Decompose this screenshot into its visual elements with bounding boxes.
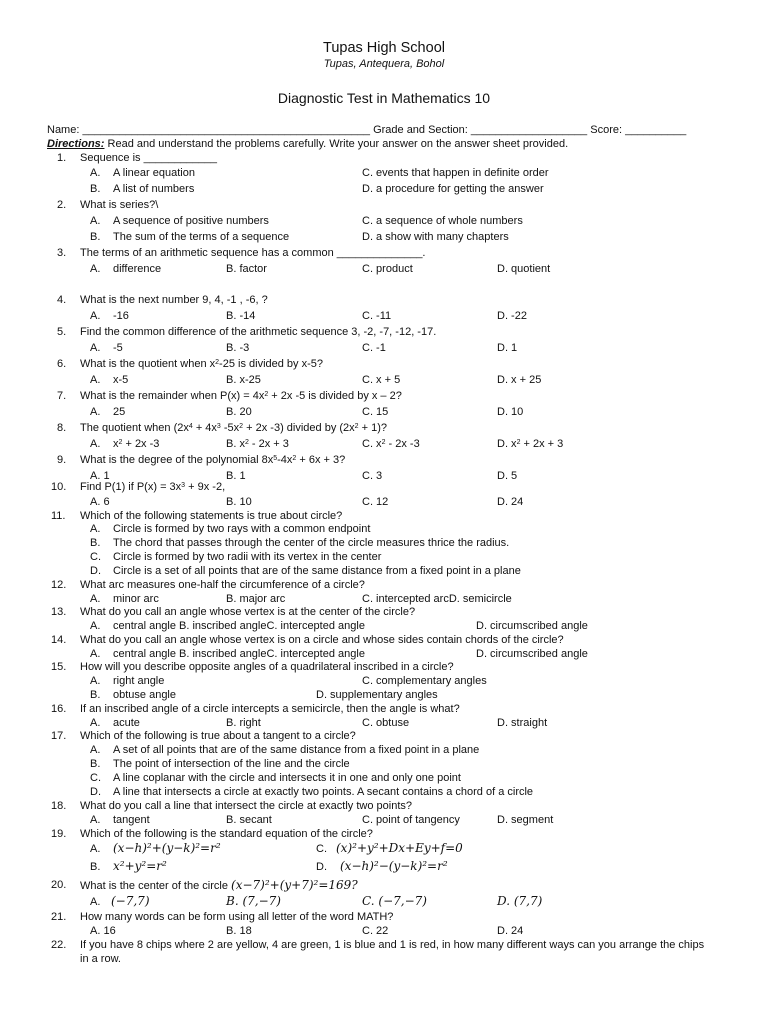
q17-d-letter: D. (90, 786, 101, 798)
q21-option-a: A. 16 (90, 925, 116, 937)
q19-a-letter: A. (90, 843, 101, 855)
q10-stem: Find P(1) if $P(x) = 3x^3 + 9x$ -2, (80, 481, 226, 493)
q7-stem: What is the remainder when $P(x) = 4x^2 + 2x$ -5 is divided by x – 2? (80, 390, 402, 402)
q8-number: 8. (57, 422, 67, 434)
q8-stem: The quotient when ($2x^4 + 4x^3$ $-5x^2 + 2x$ -3) divided by $(2x^2 + 1)$? (80, 422, 388, 434)
q6-stem: What is the quotient when $x^2-25$ is divided by x-5? (80, 358, 323, 370)
score-blank: __________ (625, 124, 687, 136)
q11-stem: Which of the following statements is true about circle? (80, 510, 343, 522)
q18-a-letter: A. (90, 814, 101, 826)
q4-a-letter: A. (90, 310, 101, 322)
q19-option-c: (x)²+y²+Dx+Ey+f=0 (336, 841, 463, 855)
q6-option-c: C. x + 5 (362, 374, 401, 386)
q8-a-letter: A. (90, 438, 101, 450)
q22-number: 22. (51, 939, 67, 951)
q20-a-letter: A. (90, 896, 101, 908)
q10-option-a: A. 6 (90, 496, 110, 508)
q15-stem: How will you describe opposite angles of a quadrilateral inscribed in a circle? (80, 661, 454, 673)
q19-d-letter: D. (316, 861, 327, 873)
q19-stem: Which of the following is the standard equation of the circle? (80, 828, 373, 840)
school-address: Tupas, Antequera, Bohol (323, 58, 445, 70)
q5-stem: Find the common difference of the arithmetic sequence 3, -2, -7, -12, -17. (80, 326, 437, 338)
q1-number: 1. (57, 152, 67, 164)
q3-number: 3. (57, 247, 67, 259)
q17-a-letter: A. (90, 744, 101, 756)
q4-option-b: B. -14 (226, 310, 256, 322)
q12-option-b: B. major arc (226, 593, 286, 605)
q9-option-c: C. 3 (362, 470, 383, 482)
q1-option-d: D. a procedure for getting the answer (362, 183, 544, 195)
q12-a-letter: A. (90, 593, 101, 605)
q11-option-c: Circle is formed by two radii with its vertex in the center (113, 551, 382, 563)
q4-stem: What is the next number 9, 4, -1 , -6, ? (80, 294, 268, 306)
q9-option-b: B. 1 (226, 470, 246, 482)
q21-option-d: D. 24 (497, 925, 524, 937)
q20-option-c: C. (−7,−7) (362, 894, 427, 908)
q9-number: 9. (57, 454, 67, 466)
q11-d-letter: D. (90, 565, 101, 577)
school-name: Tupas High School (323, 40, 445, 56)
directions-text: Read and understand the problems carefully. Write your answer on the answer sheet provided. (104, 138, 569, 150)
q13-option-d: D. circumscribed angle (476, 620, 588, 632)
q7-option-a: 25 (113, 406, 126, 418)
q3-option-c: C. product (362, 263, 413, 275)
q7-option-b: B. 20 (226, 406, 252, 418)
q16-stem: If an inscribed angle of a circle intercepts a semicircle, then the angle is what? (80, 703, 460, 715)
q15-option-b: obtuse angle (113, 689, 176, 701)
q17-c-letter: C. (90, 772, 101, 784)
q1-option-b: A list of numbers (113, 183, 195, 195)
q18-option-a: tangent (113, 814, 150, 826)
q4-number: 4. (57, 294, 67, 306)
q11-b-letter: B. (90, 537, 101, 549)
q8-option-a: $x^2 + 2x$ -3 (113, 438, 160, 450)
q16-a-letter: A. (90, 717, 101, 729)
q20-option-d: D. (7,7) (497, 894, 543, 908)
q6-number: 6. (57, 358, 67, 370)
q17-option-d: A line that intersects a circle at exactly two points. A secant contains a chord of a circle (113, 786, 534, 798)
directions-label: Directions: (47, 138, 105, 150)
q19-option-b: x²+y²=r² (113, 859, 167, 873)
q18-option-b: B. secant (226, 814, 272, 826)
q4-option-d: D. -22 (497, 310, 527, 322)
name-blank: _______________________________________________ (82, 124, 370, 136)
q14-options-abc: central angle B. inscribed angleC. intercepted angle (113, 648, 365, 660)
q13-number: 13. (51, 606, 67, 618)
name-label: Name: (47, 124, 80, 136)
q15-option-a: right angle (113, 675, 165, 687)
q3-option-a: difference (113, 263, 162, 275)
q16-option-c: C. obtuse (362, 717, 410, 729)
q6-option-a: x-5 (113, 374, 129, 386)
q15-option-d: D. supplementary angles (316, 689, 438, 701)
q14-a-letter: A. (90, 648, 101, 660)
q22-stem: If you have 8 chips where 2 are yellow, 4 are green, 1 is blue and 1 is red, in how many different ways can you arrange the chips (80, 939, 705, 951)
grade-label: Grade and Section: (373, 124, 468, 136)
q10-option-d: D. 24 (497, 496, 524, 508)
score-label: Score: (590, 124, 623, 136)
q19-option-a: (x−h)²+(y−k)²=r² (113, 841, 221, 855)
q11-option-d: Circle is a set of all points that are of the same distance from a fixed point in a plane (113, 565, 521, 577)
q11-a-letter: A. (90, 523, 101, 535)
q5-option-c: C. -1 (362, 342, 386, 354)
q19-option-d: (x−h)²−(y−k)²=r² (340, 859, 448, 873)
q2-option-a: A sequence of positive numbers (113, 215, 269, 227)
q9-stem: What is the degree of the polynomial $8x^5-4x^2 + 6x + 3$? (80, 454, 346, 466)
q19-number: 19. (51, 828, 67, 840)
q13-a-letter: A. (90, 620, 101, 632)
q15-option-c: C. complementary angles (362, 675, 487, 687)
grade-blank: ___________________ (470, 124, 588, 136)
q11-option-a: Circle is formed by two rays with a common endpoint (113, 523, 371, 535)
q10-option-b: B. 10 (226, 496, 252, 508)
q13-stem: What do you call an angle whose vertex is at the center of the circle? (80, 606, 416, 618)
q21-option-b: B. 18 (226, 925, 252, 937)
q21-number: 21. (51, 911, 67, 923)
q5-a-letter: A. (90, 342, 101, 354)
q7-a-letter: A. (90, 406, 101, 418)
q12-option-a: minor arc (113, 593, 159, 605)
q14-number: 14. (51, 634, 67, 646)
q9-option-d: D. 5 (497, 470, 518, 482)
q20-option-b: B. (7,−7) (226, 894, 281, 908)
q10-number: 10. (51, 481, 67, 493)
q18-option-d: D. segment (497, 814, 554, 826)
q7-option-c: C. 15 (362, 406, 389, 418)
q15-number: 15. (51, 661, 67, 673)
q17-number: 17. (51, 730, 67, 742)
q22-stem-cont: in a row. (80, 953, 121, 965)
q21-stem: How many words can be form using all letter of the word MATH? (80, 911, 394, 923)
q5-option-d: D. 1 (497, 342, 518, 354)
q6-option-b: B. x-25 (226, 374, 261, 386)
q6-a-letter: A. (90, 374, 101, 386)
q1-a-letter: A. (90, 167, 101, 179)
test-title: Diagnostic Test in Mathematics 10 (277, 90, 491, 106)
q16-option-b: B. right (226, 717, 261, 729)
q12-stem: What arc measures one-half the circumference of a circle? (80, 579, 365, 591)
q1-b-letter: B. (90, 183, 101, 195)
q5-option-b: B. -3 (226, 342, 250, 354)
q1-stem: Sequence is ____________ (80, 152, 218, 164)
q20-number: 20. (51, 879, 67, 891)
q12-number: 12. (51, 579, 67, 591)
q5-option-a: -5 (113, 342, 123, 354)
q14-stem: What do you call an angle whose vertex is on a circle and whose sides contain chords of the circle? (80, 634, 564, 646)
q7-option-d: D. 10 (497, 406, 524, 418)
q4-option-c: C. -11 (362, 310, 392, 322)
q18-number: 18. (51, 800, 67, 812)
q17-option-b: The point of intersection of the line and the circle (113, 758, 350, 770)
q3-stem: The terms of an arithmetic sequence has a common ______________. (80, 247, 426, 259)
q2-number: 2. (57, 199, 67, 211)
q1-option-c: C. events that happen in definite order (362, 167, 549, 179)
q3-option-d: D. quotient (497, 263, 551, 275)
q12-option-cd: C. intercepted arcD. semicircle (362, 593, 512, 605)
q20-stem: What is the center of the circle (x−7)²+(y+7)²=169? (80, 878, 358, 892)
q14-option-d: D. circumscribed angle (476, 648, 588, 660)
q17-option-c: A line coplanar with the circle and intersects it in one and only one point (113, 772, 461, 784)
q4-option-a: -16 (113, 310, 129, 322)
q16-option-d: D. straight (497, 717, 548, 729)
q20-option-a: (−7,7) (111, 894, 150, 908)
q8-option-d: D. $x^2 + 2x + 3$ (497, 438, 564, 450)
q18-option-c: C. point of tangency (362, 814, 460, 826)
q19-b-letter: B. (90, 861, 101, 873)
student-info-line (47, 124, 686, 137)
q1-option-a: A linear equation (113, 167, 195, 179)
q21-option-c: C. 22 (362, 925, 389, 937)
q16-option-a: acute (113, 717, 140, 729)
q2-option-b: The sum of the terms of a sequence (113, 231, 290, 243)
q2-option-d: D. a show with many chapters (362, 231, 509, 243)
q2-option-c: C. a sequence of whole numbers (362, 215, 523, 227)
q3-a-letter: A. (90, 263, 101, 275)
q18-stem: What do you call a line that intersect the circle at exactly two points? (80, 800, 412, 812)
q17-stem: Which of the following is true about a tangent to a circle? (80, 730, 356, 742)
q13-options-abc: central angle B. inscribed angleC. intercepted angle (113, 620, 365, 632)
q8-option-b: B. $x^2 - 2x + 3$ (226, 438, 289, 450)
q2-stem: What is series?\ (80, 199, 159, 211)
q17-option-a: A set of all points that are of the same distance from a fixed point in a plane (113, 744, 480, 756)
q9-option-a: A. 1 (90, 470, 110, 482)
q2-b-letter: B. (90, 231, 101, 243)
q11-c-letter: C. (90, 551, 101, 563)
directions (47, 138, 568, 151)
q16-number: 16. (51, 703, 67, 715)
q6-option-d: D. x + 25 (497, 374, 542, 386)
q2-a-letter: A. (90, 215, 101, 227)
q17-b-letter: B. (90, 758, 101, 770)
q11-option-b: The chord that passes through the center of the circle measures thrice the radius. (113, 537, 510, 549)
q5-number: 5. (57, 326, 67, 338)
q8-option-c: C. $x^2 - 2x$ -3 (362, 438, 420, 450)
q3-option-b: B. factor (226, 263, 267, 275)
q7-number: 7. (57, 390, 67, 402)
q10-option-c: C. 12 (362, 496, 389, 508)
q15-b-letter: B. (90, 689, 101, 701)
q15-a-letter: A. (90, 675, 101, 687)
q11-number: 11. (51, 510, 66, 522)
q19-c-letter: C. (316, 843, 327, 855)
